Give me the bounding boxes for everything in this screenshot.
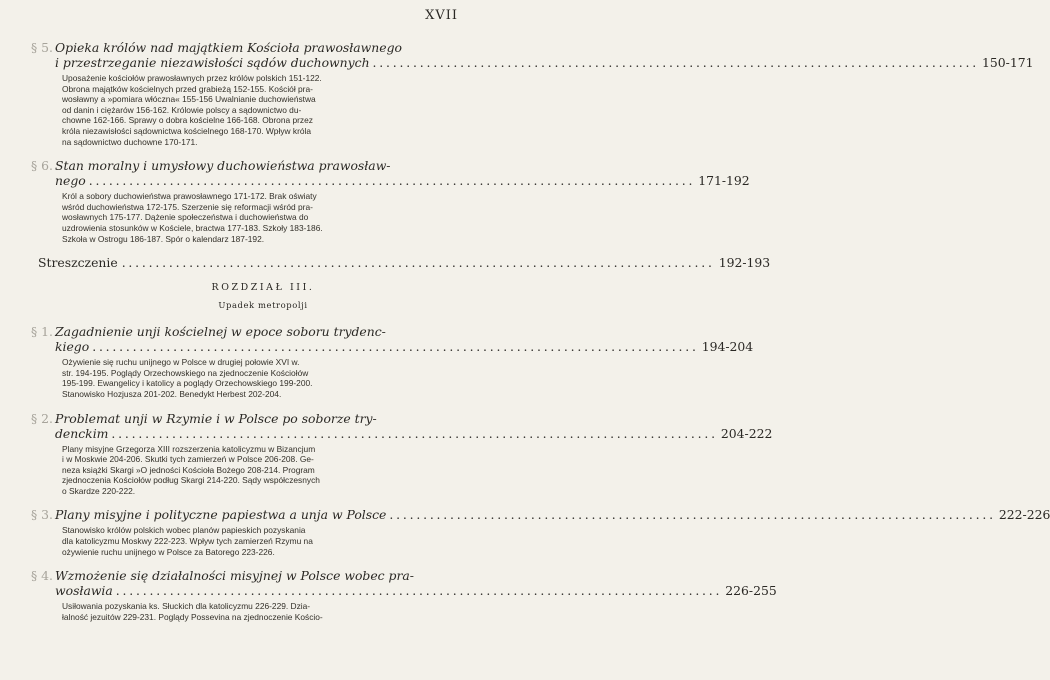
entries-bottom [31,324,1050,622]
entry-title-last-line [55,426,772,441]
description-line: wśród duchowieństwa 172-175. Szerzenie się reformacji wśród pra- [62,201,313,212]
summary-pages: 192-193 [718,255,771,271]
page-number: XVII [425,8,458,23]
section-number [31,507,55,522]
description-line: chowne 162-166. Sprawy o dobra kościelne 166-168. Obrona przez [62,115,313,126]
entry-heading [31,507,1050,523]
toc-entry [31,568,777,622]
section-number [31,40,55,70]
entry-title [55,40,1034,70]
entry-title-tail: wosławia [55,583,113,599]
description-line: dla katolicyzmu Moskwy 222-223. Wpływ tych zamierzeń Rzymu na [62,536,313,547]
entry-title-line: Opieka królów nad majątkiem Kościoła prawosławnego [55,40,402,55]
section-number [31,158,55,188]
description-line: i w Moskwie 204-206. Skutki tych zamierzeń w Polsce 206-208. Ge- [62,454,314,465]
entry-title [55,411,772,441]
description-line: 195-199. Ewangelicy i katolicy a poglądy Orzechowskiego 199-200. [62,378,313,389]
section-num: 5. [41,40,53,55]
entry-heading [31,324,754,355]
entry-title [55,568,777,598]
entry-title-line: Zagadnienie unji kościelnej w epoce soboru trydenc- [55,324,386,340]
entry-title-last-line [55,173,750,188]
description-line: str. 194-195. Poglądy Orzechowskiego na zjednoczenie Kościołów [62,367,309,378]
leader-dots: .......................................................................................... [92,339,699,355]
description-line: Plany misyjne Grzegorza XIII rozszerzenia katolicyzmu w Bizancjum [62,443,316,454]
entry-title-tail: i przestrzeganie niezawisłości sądów duchownych [55,55,370,70]
entry-title [55,324,753,354]
description-line: Uposażenie kościołów prawosławnych przez królów polskich 151-122. [62,73,322,83]
leader-dots: .......................................................................................... [88,173,696,189]
entry-heading [31,568,777,599]
section-mark: § [31,324,38,340]
section-num: 3. [41,507,53,523]
entry-description [38,601,458,622]
leader-dots: .......................................................................................... [111,425,718,441]
table-of-contents [31,40,1050,633]
entry-title-last-line [55,55,1034,70]
entry-title-last-line [55,507,1050,522]
chapter-heading: ROZDZIAŁ III. [211,282,315,294]
description-line: Król a sobory duchowieństwa prawosławnego 171-172. Brak oświaty [62,191,317,202]
page-range: 194-204 [701,339,754,355]
page-range: 226-255 [725,583,777,599]
section-num: 1. [41,324,53,340]
toc-entry [31,410,773,497]
page-range: 222-226 [998,507,1050,523]
section-mark: § [31,158,38,174]
entry-title-tail: kiego [55,339,90,355]
description-line: Obrona majątków kościelnych przed grabieżą 152-155. Kościół pra- [62,83,313,94]
entry-title-line: Stan moralny i umysłowy duchowieństwa prawosław- [55,158,391,174]
description-line: na sądownictwo duchowne 170-171. [62,136,198,147]
entry-title [55,507,1050,522]
entry-heading [31,40,1034,70]
toc-entry [31,158,750,244]
entry-description [38,73,458,147]
entry-description [38,525,458,557]
description-line: Stanowisko Hozjusza 201-202. Benedykt Herbest 202-204. [62,388,282,399]
description-line: Stanowisko królów polskich wobec planów papieskich pozyskania [62,525,306,536]
section-num: 2. [41,410,53,426]
summary-entry [38,255,771,271]
entry-title-tail: nego [55,173,86,189]
entry-description [38,191,458,244]
toc-entry [31,507,1050,557]
leader-dots: .......................................................................................... [389,507,996,523]
description-line: łalność jezuitów 229-231. Poglądy Possevina na zjednoczenie Kościo- [62,611,323,622]
section-number [31,411,55,441]
section-number [31,324,55,354]
chapter-subheading: Upadek metropolji [218,300,308,311]
section-mark: § [31,40,38,55]
entry-title-tail: denckim [55,425,109,441]
description-line: Ożywienie się ruchu unijnego w Polsce w drugiej połowie XVI w. [62,357,300,368]
page-range: 204-222 [720,425,773,441]
leader-dots: .......................................................................................... [115,583,723,599]
description-line: Szkoła w Ostrogu 186-187. Spór o kalendarz 187-192. [62,233,265,244]
entry-title [55,158,750,188]
entry-title-tail: Plany misyjne i polityczne papiestwa a unja w Polsce [55,507,387,523]
description-line: wosławny a »pomiara włóczna« 155-156 Uwalnianie duchowieństwa [62,94,316,105]
entry-heading [31,158,750,189]
section-mark: § [31,507,38,523]
description-line: wosławnych 175-177. Dążenie społeczeństwa i duchowieństwa do [62,212,309,223]
section-num: 4. [41,568,53,584]
description-line: o Skardze 220-222. [62,485,136,496]
entry-title-last-line [55,583,777,598]
entry-description [38,357,458,399]
entry-description [38,444,458,497]
summary-leader-dots: ........................................................................................ [121,255,715,271]
toc-entry [31,324,754,399]
section-num: 6. [41,158,53,174]
section-mark: § [31,410,38,426]
description-line: Usiłowania pozyskania ks. Słuckich dla katolicyzmu 226-229. Dzia- [62,601,311,612]
entry-title-last-line [55,339,753,354]
description-line: ożywienie ruchu unijnego w Polsce za Batorego 223-226. [62,546,275,557]
entries-top [31,40,1034,244]
description-line: uzdrowienia stosunków w Kościele, bractwa 177-183. Szkoły 183-186. [62,222,323,233]
summary-label: Streszczenie [38,255,118,271]
entry-title-line: Problemat unji w Rzymie i w Polsce po soborze try- [55,410,377,426]
description-line: króla niezawisłości sądownictwa kościelnego 168-170. Wpływ króla [62,125,312,136]
entry-title-line: Wzmożenie się działalności misyjnej w Polsce wobec pra- [55,568,414,584]
section-number [31,568,55,598]
entry-heading [31,410,773,441]
toc-entry [31,40,1034,147]
leader-dots: .......................................................................................... [372,55,980,70]
page-range: 150-171 [982,55,1034,70]
page-range: 171-192 [698,173,750,189]
description-line: zjednoczenia Kościołów podług Skargi 214-220. Sądy współczesnych [62,475,320,486]
description-line: od danin i ciężarów 156-162. Królowie polscy a sądownictwo du- [62,104,302,115]
section-mark: § [31,568,38,584]
description-line: neza książki Skargi »O jedności Kościoła Bożego 208-214. Program [62,464,315,475]
